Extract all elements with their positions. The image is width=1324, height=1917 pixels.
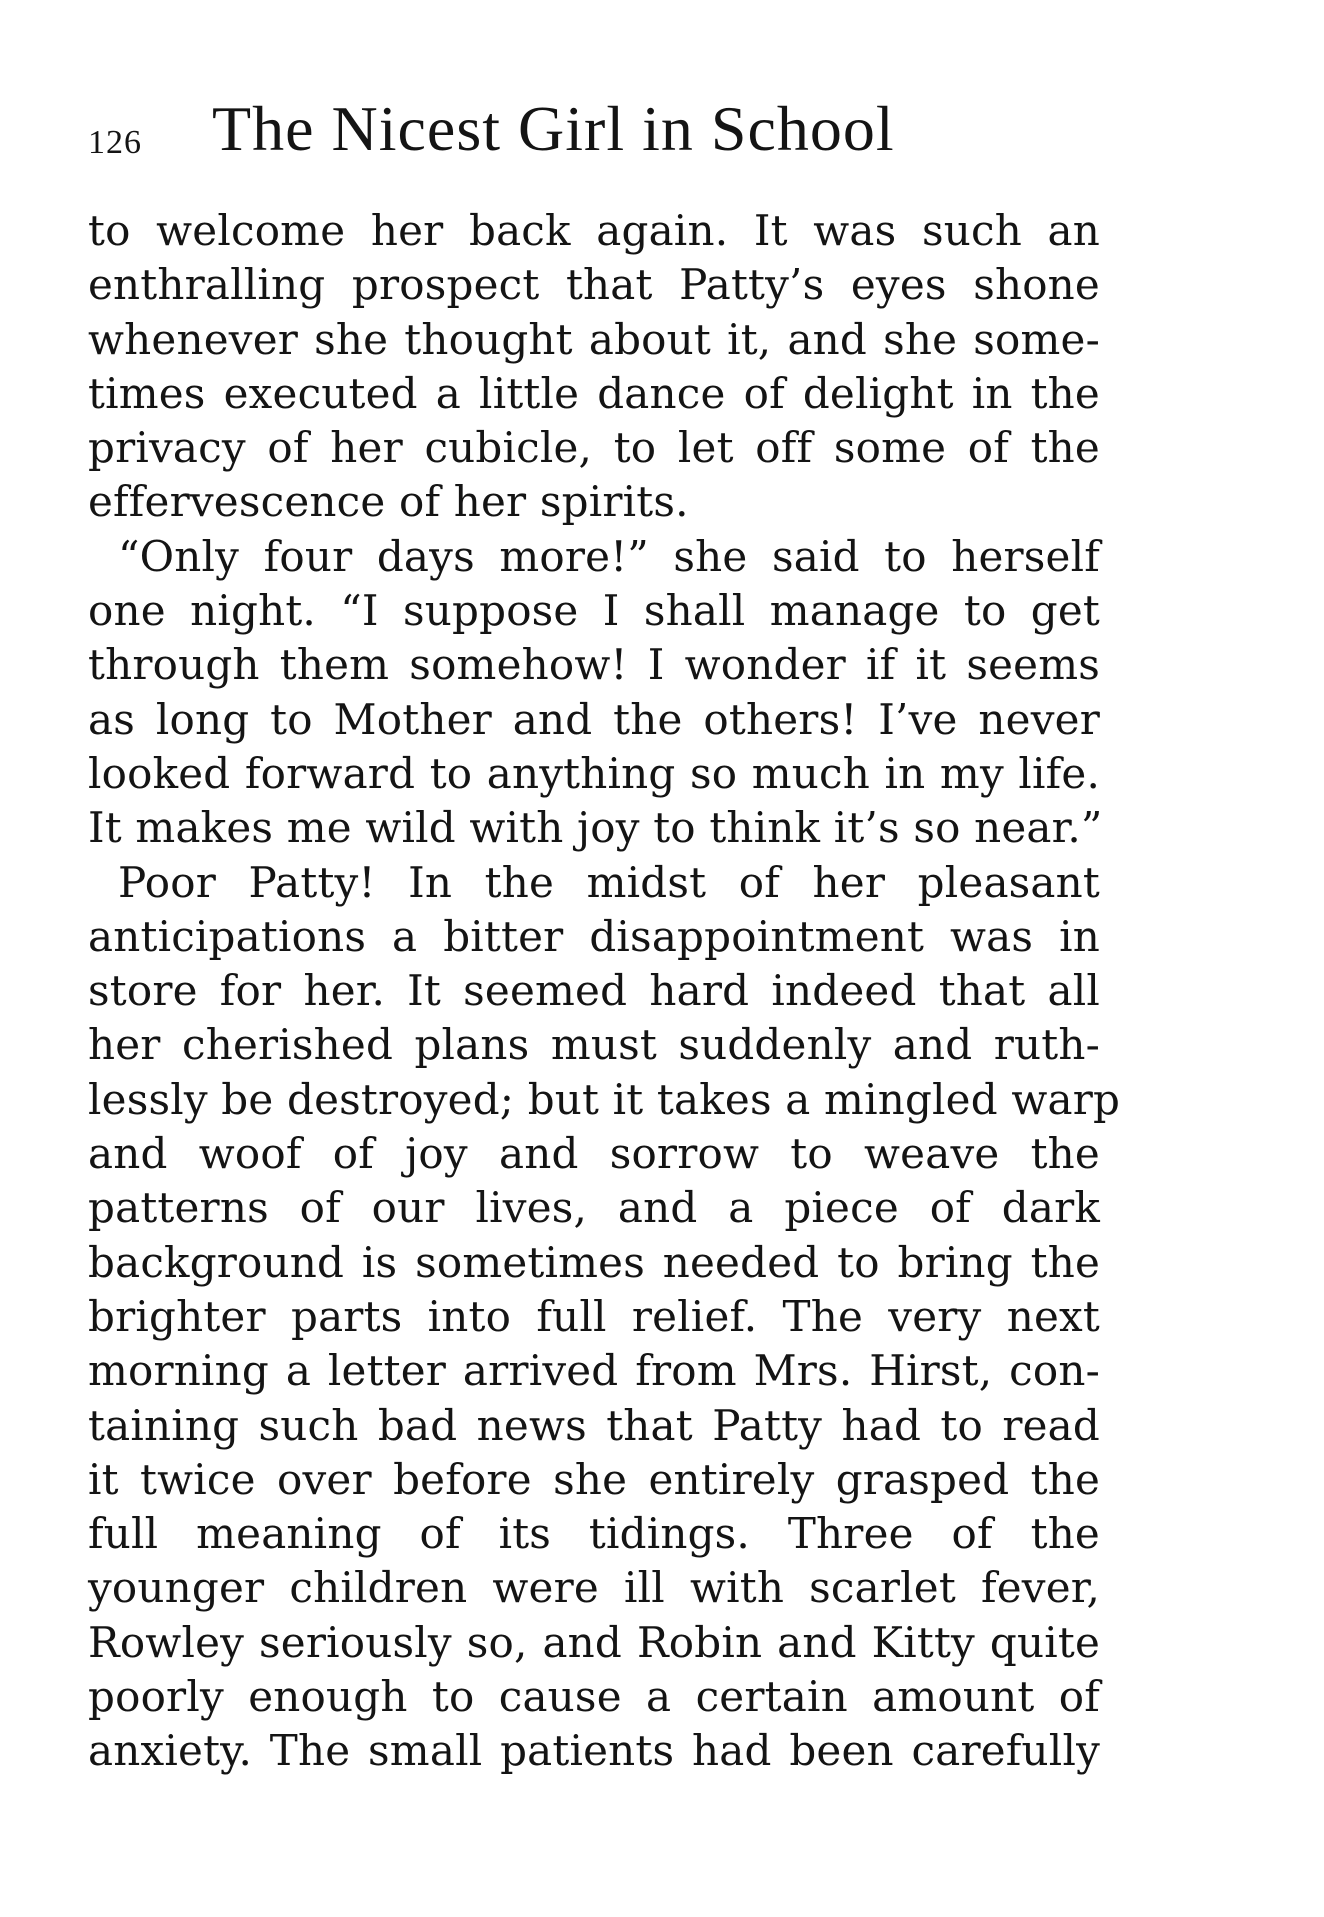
running-title: The Nicest Girl in School (212, 93, 895, 164)
text-line: effervescence of her spirits. (88, 477, 689, 527)
text-line: younger children were ill with scarlet fever, (88, 1563, 1100, 1613)
text-line: anticipations a bitter disappointment was in (88, 911, 1100, 961)
text-line: anxiety. The small patients had been carefully (88, 1726, 1100, 1776)
text-line: morning a letter arrived from Mrs. Hirst, con- (88, 1346, 1100, 1396)
text-line: through them somehow! I wonder if it seems (88, 640, 1100, 690)
text-line: to welcome her back again. It was such an (88, 206, 1100, 255)
text-line: It makes me wild with joy to think it’s so near.” (88, 803, 1103, 853)
text-line: enthralling prospect that Patty’s eyes shone (88, 260, 1100, 310)
text-line: Poor Patty! In the midst of her pleasant (118, 857, 1100, 907)
page-number: 126 (88, 124, 142, 161)
text-line: taining such bad news that Patty had to read (88, 1400, 1100, 1450)
text-line: privacy of her cubicle, to let off some of the (88, 423, 1100, 473)
text-line: store for her. It seemed hard indeed that all (88, 966, 1100, 1016)
page-header (88, 92, 1108, 172)
text-line: Rowley seriously so, and Robin and Kitty quite (88, 1617, 1100, 1667)
text-line: and woof of joy and sorrow to weave the (88, 1129, 1100, 1179)
text-line: it twice over before she entirely grasped the (88, 1454, 1100, 1504)
text-line: poorly enough to cause a certain amount of (88, 1672, 1100, 1722)
text-line: times executed a little dance of delight in the (88, 368, 1100, 418)
body-text (88, 204, 1121, 1779)
text-line: lessly be destroyed; but it takes a mingled warp (88, 1074, 1121, 1124)
text-line: her cherished plans must suddenly and ruth- (88, 1020, 1100, 1070)
text-line: one night. “I suppose I shall manage to get (88, 586, 1100, 636)
text-line: as long to Mother and the others! I’ve never (88, 694, 1100, 744)
text-line: full meaning of its tidings. Three of the (88, 1509, 1100, 1559)
text-line: patterns of our lives, and a piece of dark (88, 1183, 1100, 1233)
text-line: “Only four days more!” she said to herself (118, 531, 1100, 581)
text-line: whenever she thought about it, and she some- (88, 314, 1100, 364)
text-line: background is sometimes needed to bring the (88, 1237, 1100, 1287)
text-line: brighter parts into full relief. The very next (88, 1291, 1100, 1341)
text-line: looked forward to anything so much in my life. (88, 748, 1100, 798)
